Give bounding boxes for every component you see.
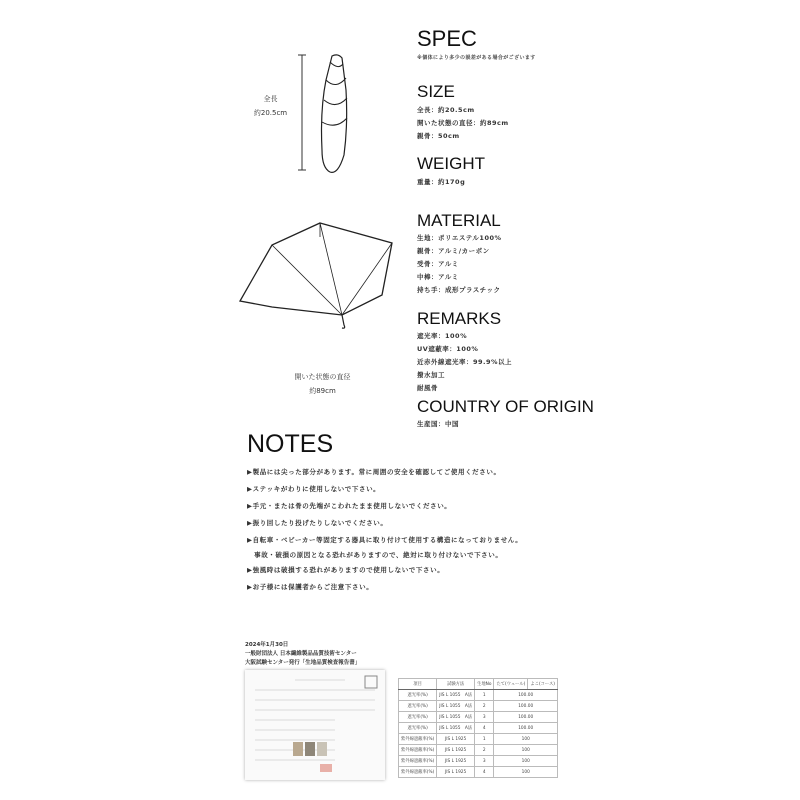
size-line: 親骨：50cm — [417, 132, 460, 140]
table-row — [399, 712, 558, 723]
note-item: 事故・破損の原因となる恐れがありますので、絶対に取り付けないで下さい。 — [247, 551, 503, 559]
report-source: 大阪試験センター発行「生地品質検査報告書」 — [245, 660, 361, 666]
report-info — [245, 641, 360, 668]
report-document-image — [245, 670, 385, 780]
table-cell: 2 — [475, 745, 494, 756]
origin-line: 生産国：中国 — [417, 420, 459, 428]
origin-title: COUNTRY OF ORIGIN — [417, 397, 594, 416]
table-cell: JIS L 1055 A法 — [437, 712, 475, 723]
table-cell: 1 — [475, 734, 494, 745]
table-cell: 100.00 — [494, 690, 558, 701]
size-section — [417, 82, 509, 143]
table-row — [399, 734, 558, 745]
table-cell: 紫外線遮蔽率(%) — [399, 734, 437, 745]
col-header: たて(ウェール) — [494, 679, 528, 690]
table-cell: 100 — [494, 734, 558, 745]
table-cell: 紫外線遮蔽率(%) — [399, 745, 437, 756]
table-cell: 100 — [494, 767, 558, 778]
weight-title: WEIGHT — [417, 154, 485, 173]
table-cell: 100.00 — [494, 723, 558, 734]
material-line: 生地：ポリエステル100% — [417, 234, 502, 242]
table-cell: 遮光率(%) — [399, 723, 437, 734]
size-line: 開いた状態の直径：約89cm — [417, 119, 509, 127]
table-cell: 3 — [475, 756, 494, 767]
spec-note: ※個体により多少の誤差がある場合がございます — [417, 55, 536, 61]
diameter-label — [280, 370, 365, 398]
table-cell: 4 — [475, 723, 494, 734]
table-cell: 遮光率(%) — [399, 712, 437, 723]
table-cell: 100 — [494, 756, 558, 767]
table-cell: JIS L 1925 — [437, 756, 475, 767]
table-cell: 遮光率(%) — [399, 701, 437, 712]
note-item: ▶手元・または骨の先端がこわれたまま使用しないでください。 — [247, 502, 452, 510]
table-row — [399, 767, 558, 778]
report-date: 2024年1月30日 — [245, 642, 289, 648]
size-line: 全長：約20.5cm — [417, 106, 475, 114]
length-label-title: 全長 — [263, 95, 278, 103]
report-org: 一般財団法人 日本繊維製品品質技術センター — [245, 651, 357, 657]
length-label-value: 約20.5cm — [253, 109, 288, 117]
remarks-line: 近赤外線遮光率：99.9%以上 — [417, 358, 513, 366]
note-item: ▶製品には尖った部分があります。常に周囲の安全を確認してご使用ください。 — [247, 468, 501, 476]
material-title: MATERIAL — [417, 211, 501, 230]
notes-title: NOTES — [247, 430, 334, 458]
table-cell: 紫外線遮蔽率(%) — [399, 756, 437, 767]
remarks-section — [417, 309, 512, 395]
diameter-label-title: 開いた状態の直径 — [294, 373, 351, 381]
table-cell: 100 — [494, 745, 558, 756]
note-item: ▶自転車・ベビーカー等固定する器具に取り付けて使用する構造になっておりません。 — [247, 536, 523, 544]
table-cell: 2 — [475, 701, 494, 712]
remarks-line: 撥水加工 — [417, 371, 445, 379]
table-cell: 100.00 — [494, 701, 558, 712]
table-cell: 1 — [475, 690, 494, 701]
weight-line: 重量：約170g — [417, 178, 466, 186]
material-line: 親骨：アルミ/カーボン — [417, 247, 490, 255]
col-header: 試験方法 — [437, 679, 475, 690]
spec-title: SPEC — [417, 26, 477, 51]
table-row — [399, 745, 558, 756]
table-cell: JIS L 1055 A法 — [437, 723, 475, 734]
table-row — [399, 690, 558, 701]
notes-section — [247, 430, 522, 596]
weight-section — [417, 154, 485, 189]
material-line: 中棒：アルミ — [417, 273, 459, 281]
remarks-line: UV遮蔽率：100% — [417, 345, 479, 353]
table-cell: JIS L 1925 — [437, 734, 475, 745]
remarks-title: REMARKS — [417, 309, 502, 328]
size-title: SIZE — [417, 82, 455, 101]
remarks-line: 遮光率：100% — [417, 332, 468, 340]
table-cell: JIS L 1925 — [437, 767, 475, 778]
length-label — [248, 92, 293, 120]
remarks-line: 耐風骨 — [417, 384, 438, 392]
note-item: ▶ステッキがわりに使用しないで下さい。 — [247, 485, 381, 493]
material-section — [417, 211, 502, 297]
material-line: 受骨：アルミ — [417, 260, 459, 268]
table-cell: JIS L 1055 A法 — [437, 690, 475, 701]
table-row — [399, 701, 558, 712]
table-cell: 100.00 — [494, 712, 558, 723]
table-cell: 遮光率(%) — [399, 690, 437, 701]
table-cell: 紫外線遮蔽率(%) — [399, 767, 437, 778]
table-cell: 4 — [475, 767, 494, 778]
table-row — [399, 756, 558, 767]
open-umbrella-illustration — [232, 215, 402, 330]
table-row — [399, 723, 558, 734]
col-header: 生地No — [475, 679, 494, 690]
diameter-label-value: 約89cm — [309, 387, 336, 395]
test-results-table — [398, 678, 558, 778]
note-item: ▶振り回したり投げたりしないでください。 — [247, 519, 388, 527]
origin-section — [417, 397, 594, 431]
material-line: 持ち手：成形プラスチック — [417, 286, 501, 294]
col-header: よこ(コース) — [528, 679, 558, 690]
table-cell: JIS L 1055 A法 — [437, 701, 475, 712]
table-cell: JIS L 1925 — [437, 745, 475, 756]
table-cell: 3 — [475, 712, 494, 723]
closed-umbrella-illustration — [290, 50, 370, 180]
col-header: 項目 — [399, 679, 437, 690]
note-item: ▶お子様には保護者からご注意下さい。 — [247, 583, 374, 591]
spec-section — [417, 26, 536, 61]
note-item: ▶強風時は破損する恐れがありますので使用しないで下さい。 — [247, 566, 445, 574]
